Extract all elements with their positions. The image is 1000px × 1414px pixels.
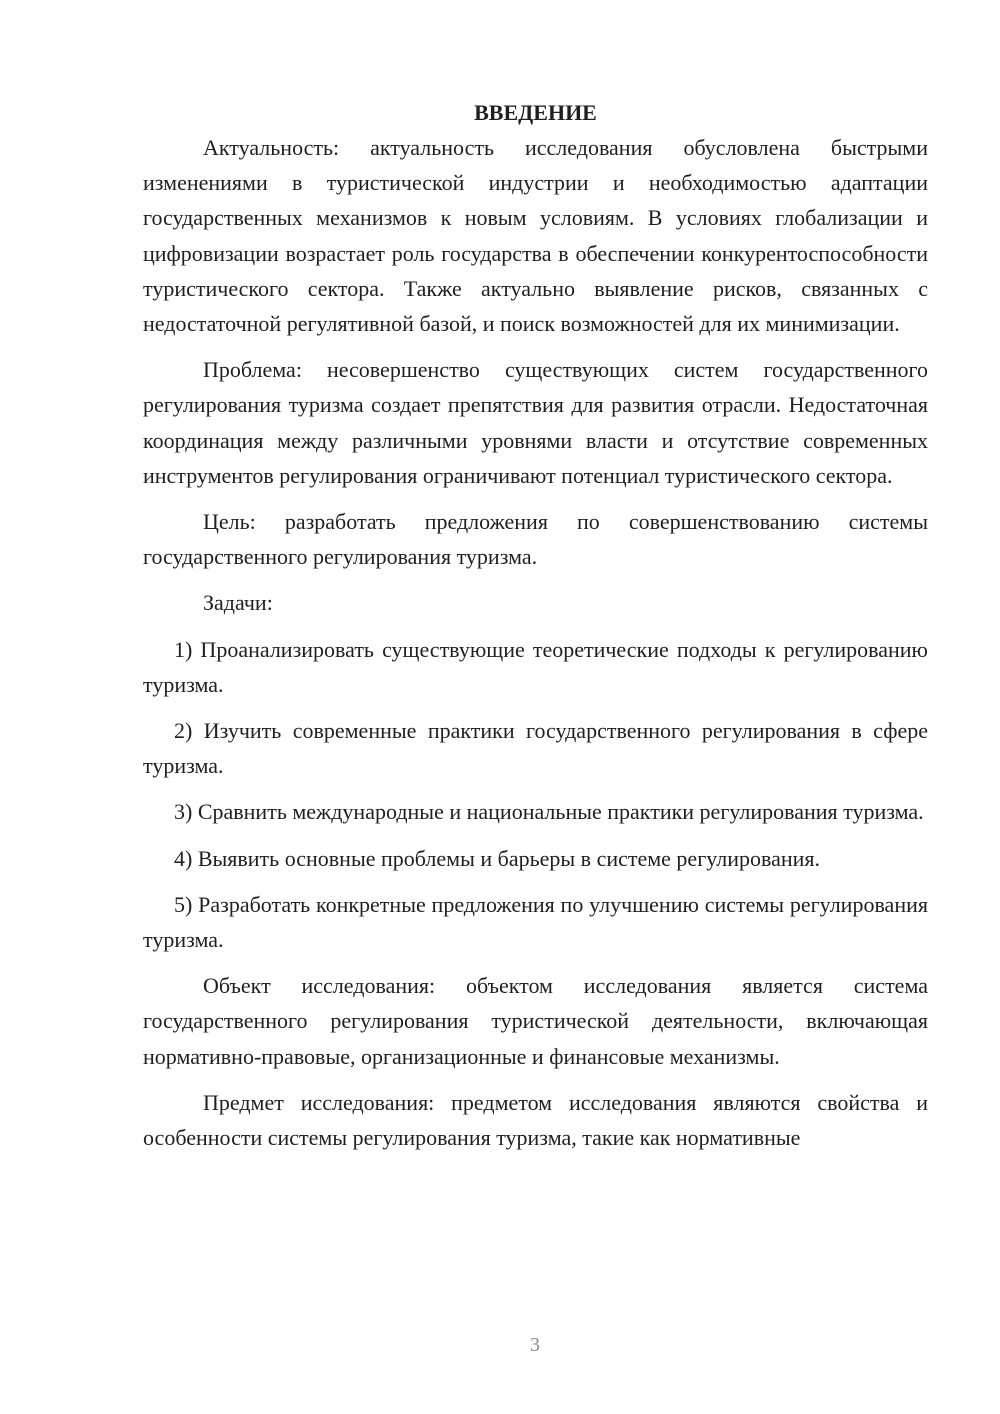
task-item-1: 1) Проанализировать существующие теоретические подходы к регулированию туризма. [143, 636, 928, 697]
object-paragraph: Объект исследования: объектом исследования является система государственного регулирования туристической деятельности, включающая нормативно-правовые, организационные и финансовые механизмы. [143, 973, 928, 1069]
relevance-paragraph: Актуальность: актуальность исследования обусловлена быстрыми изменениями в туристической индустрии и необходимостью адаптации государственных механизмов к новым условиям. В условиях глобализации и цифровизации возрастает роль государства в обеспечении конкурентоспособности туристического сектора. Также актуально выявление рисков, связанных с недостаточной регулятивной базой, и поиск возможностей для их минимизации. [143, 135, 928, 337]
task-item-3: 3) Сравнить международные и национальные практики регулирования туризма. [174, 799, 924, 825]
page-number: 3 [530, 1334, 540, 1356]
task-item-5: 5) Разработать конкретные предложения по улучшению системы регулирования туризма. [143, 891, 928, 953]
task-item-2: 2) Изучить современные практики государственного регулирования в сфере туризма. [143, 718, 928, 779]
page-content [143, 95, 928, 1166]
goal-paragraph: Цель: разработать предложения по совершенствованию системы государственного регулирования туризма. [143, 509, 928, 570]
task-item-4: 4) Выявить основные проблемы и барьеры в системе регулирования. [174, 845, 821, 871]
tasks-label: Задачи: [203, 590, 273, 616]
page-title: ВВЕДЕНИЕ [474, 100, 597, 125]
subject-paragraph: Предмет исследования: предметом исследования являются свойства и особенности системы регулирования туризма, такие как нормативные [143, 1089, 928, 1151]
problem-paragraph: Проблема: несовершенство существующих систем государственного регулирования туризма создает препятствия для развития отрасли. Недостаточная координация между различными уровнями власти и отсутствие современных инструментов регулирования ограничивают потенциал туристического сектора. [143, 357, 928, 488]
